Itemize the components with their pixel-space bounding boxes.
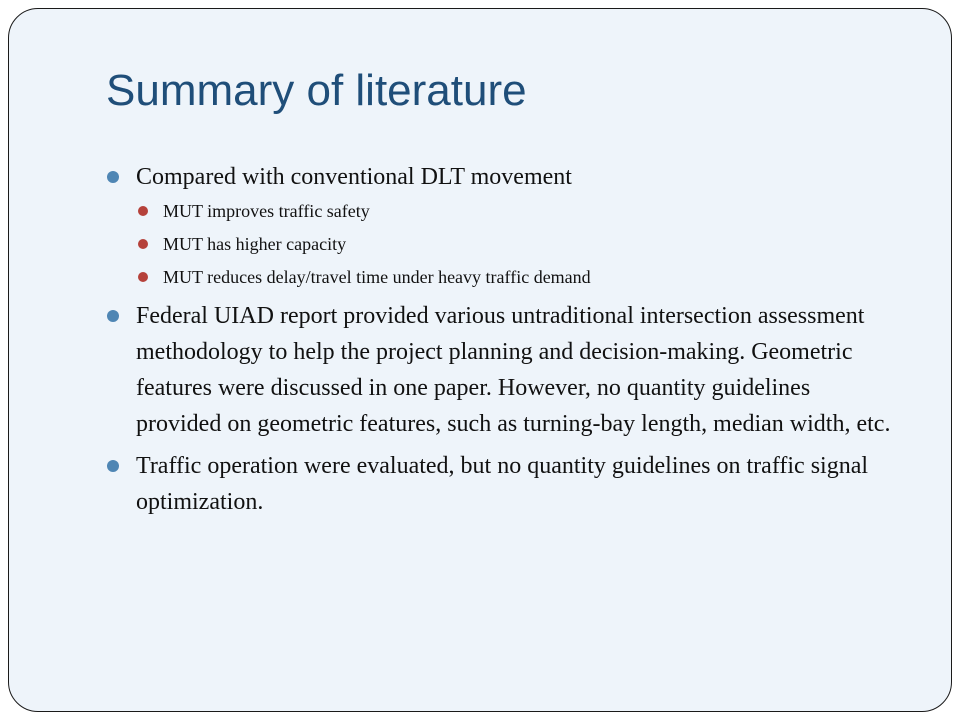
sub-bullet-icon xyxy=(138,239,148,249)
bullet-icon xyxy=(107,310,119,322)
bullet-text: Federal UIAD report provided various untraditional intersection assessment methodology to help the project planning and decision-making. Geometric features were discussed in one paper. However, no quantity guidelines provided on geometric features, such as turning-bay length, median width, etc. xyxy=(136,303,891,437)
sub-bullet-icon xyxy=(138,206,148,216)
slide-title: Summary of literature xyxy=(106,66,527,115)
slide xyxy=(8,8,952,712)
bullet-text: Traffic operation were evaluated, but no quantity guidelines on traffic signal optimization. xyxy=(136,453,869,515)
bullet-icon xyxy=(107,171,119,183)
sub-bullet-text: MUT reduces delay/travel time under heavy traffic demand xyxy=(163,267,591,287)
bullet-item xyxy=(107,298,897,442)
sub-bullet-item xyxy=(138,265,897,289)
bullet-item xyxy=(107,159,897,195)
bullet-icon xyxy=(107,460,119,472)
sub-bullet-text: MUT has higher capacity xyxy=(163,234,347,254)
sub-bullet-icon xyxy=(138,272,148,282)
sub-bullet-item xyxy=(138,232,897,256)
sub-bullet-list xyxy=(107,199,897,289)
sub-bullet-item xyxy=(138,199,897,223)
bullet-list xyxy=(107,159,897,526)
bullet-item xyxy=(107,448,897,520)
sub-bullet-text: MUT improves traffic safety xyxy=(163,201,370,221)
bullet-text: Compared with conventional DLT movement xyxy=(136,164,572,190)
